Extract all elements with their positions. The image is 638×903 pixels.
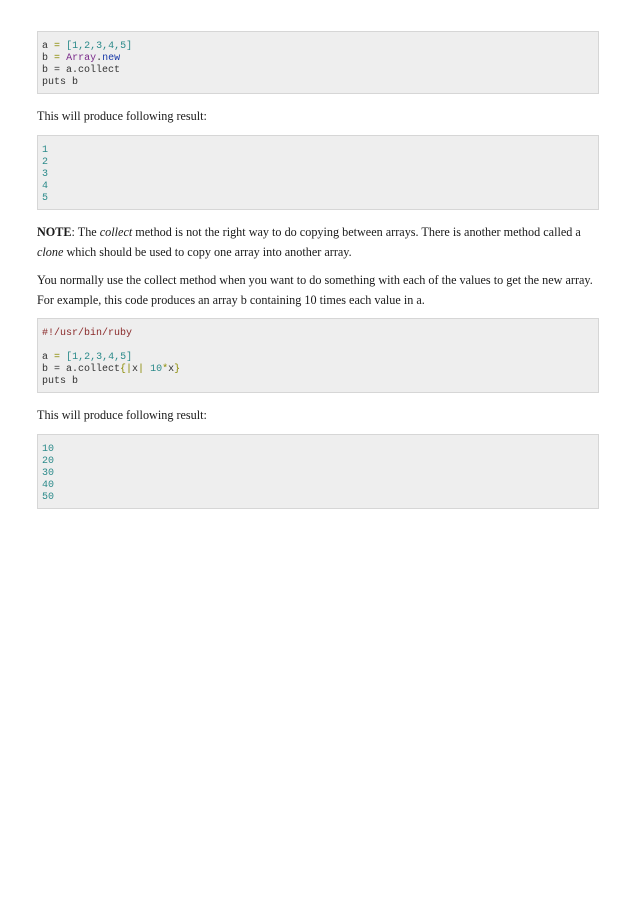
code-line: [42, 193, 594, 205]
code-token: puts b: [42, 77, 79, 88]
code-token: =: [54, 352, 61, 363]
code-token: 40: [42, 480, 55, 491]
code-line: [42, 169, 594, 181]
code-token: 4: [42, 181, 49, 192]
code-token: =: [54, 53, 61, 64]
code-token: Array: [66, 53, 97, 64]
code-line: [42, 456, 594, 468]
output-block-1: [37, 135, 599, 210]
code-block-collect-times-ten: [37, 318, 599, 393]
output-block-2: [37, 434, 599, 509]
code-token: x: [132, 364, 139, 375]
code-token: 5: [42, 193, 49, 204]
code-token: 10: [150, 364, 163, 375]
code-token: 3: [42, 169, 49, 180]
code-token: 50: [42, 492, 55, 503]
code-token: *: [162, 364, 169, 375]
note-paragraph: [37, 222, 599, 262]
code-line: [42, 328, 594, 340]
code-token: x: [168, 364, 175, 375]
code-line: [42, 468, 594, 480]
code-line: [42, 181, 594, 193]
code-block-array-collect: [37, 31, 599, 94]
code-line: [42, 145, 594, 157]
code-token: 10: [42, 444, 55, 455]
document-page: [37, 31, 599, 509]
code-token: [1,2,3,4,5]: [66, 352, 133, 363]
code-token: #!/usr/bin/ruby: [42, 328, 133, 339]
code-line: [42, 41, 594, 53]
code-line: [42, 352, 594, 364]
code-token: b = a.collect: [42, 364, 121, 375]
code-line: [42, 376, 594, 388]
code-token: 30: [42, 468, 55, 479]
collect-usage-paragraph: You normally use the collect method when you want to do something with each of the values to get the new array. For example, this code produces an array b containing 10 times each value in a.: [37, 273, 593, 307]
note-text-1: : The: [71, 225, 100, 239]
note-text-3: which should be used to copy one array into another array.: [63, 245, 352, 259]
result-label-2: This will produce following result:: [37, 408, 207, 422]
code-line: [42, 77, 594, 89]
code-token: |: [138, 364, 145, 375]
note-emphasis-clone: clone: [37, 245, 64, 259]
code-token: 1: [42, 145, 49, 156]
code-token: a: [42, 352, 49, 363]
code-line: [42, 53, 594, 65]
note-label: NOTE: [37, 225, 72, 239]
code-token: b: [42, 53, 49, 64]
code-line: [42, 444, 594, 456]
code-token: =: [54, 41, 61, 52]
code-token: }: [174, 364, 181, 375]
code-token: 20: [42, 456, 55, 467]
code-line: [42, 65, 594, 77]
code-line: [42, 480, 594, 492]
code-token: 2: [42, 157, 49, 168]
code-token: [1,2,3,4,5]: [66, 41, 133, 52]
note-text-2: method is not the right way to do copying between arrays. There is another method called a: [132, 225, 581, 239]
code-token: new: [102, 53, 121, 64]
code-line: [42, 492, 594, 504]
code-token: b = a.collect: [42, 65, 121, 76]
code-line: [42, 157, 594, 169]
code-line: [42, 364, 594, 376]
result-label: This will produce following result:: [37, 109, 207, 123]
note-emphasis-collect: collect: [99, 225, 133, 239]
code-token: {|: [120, 364, 133, 375]
code-line: [42, 340, 594, 352]
code-token: puts b: [42, 376, 79, 387]
code-token: .: [96, 53, 103, 64]
code-token: a: [42, 41, 49, 52]
